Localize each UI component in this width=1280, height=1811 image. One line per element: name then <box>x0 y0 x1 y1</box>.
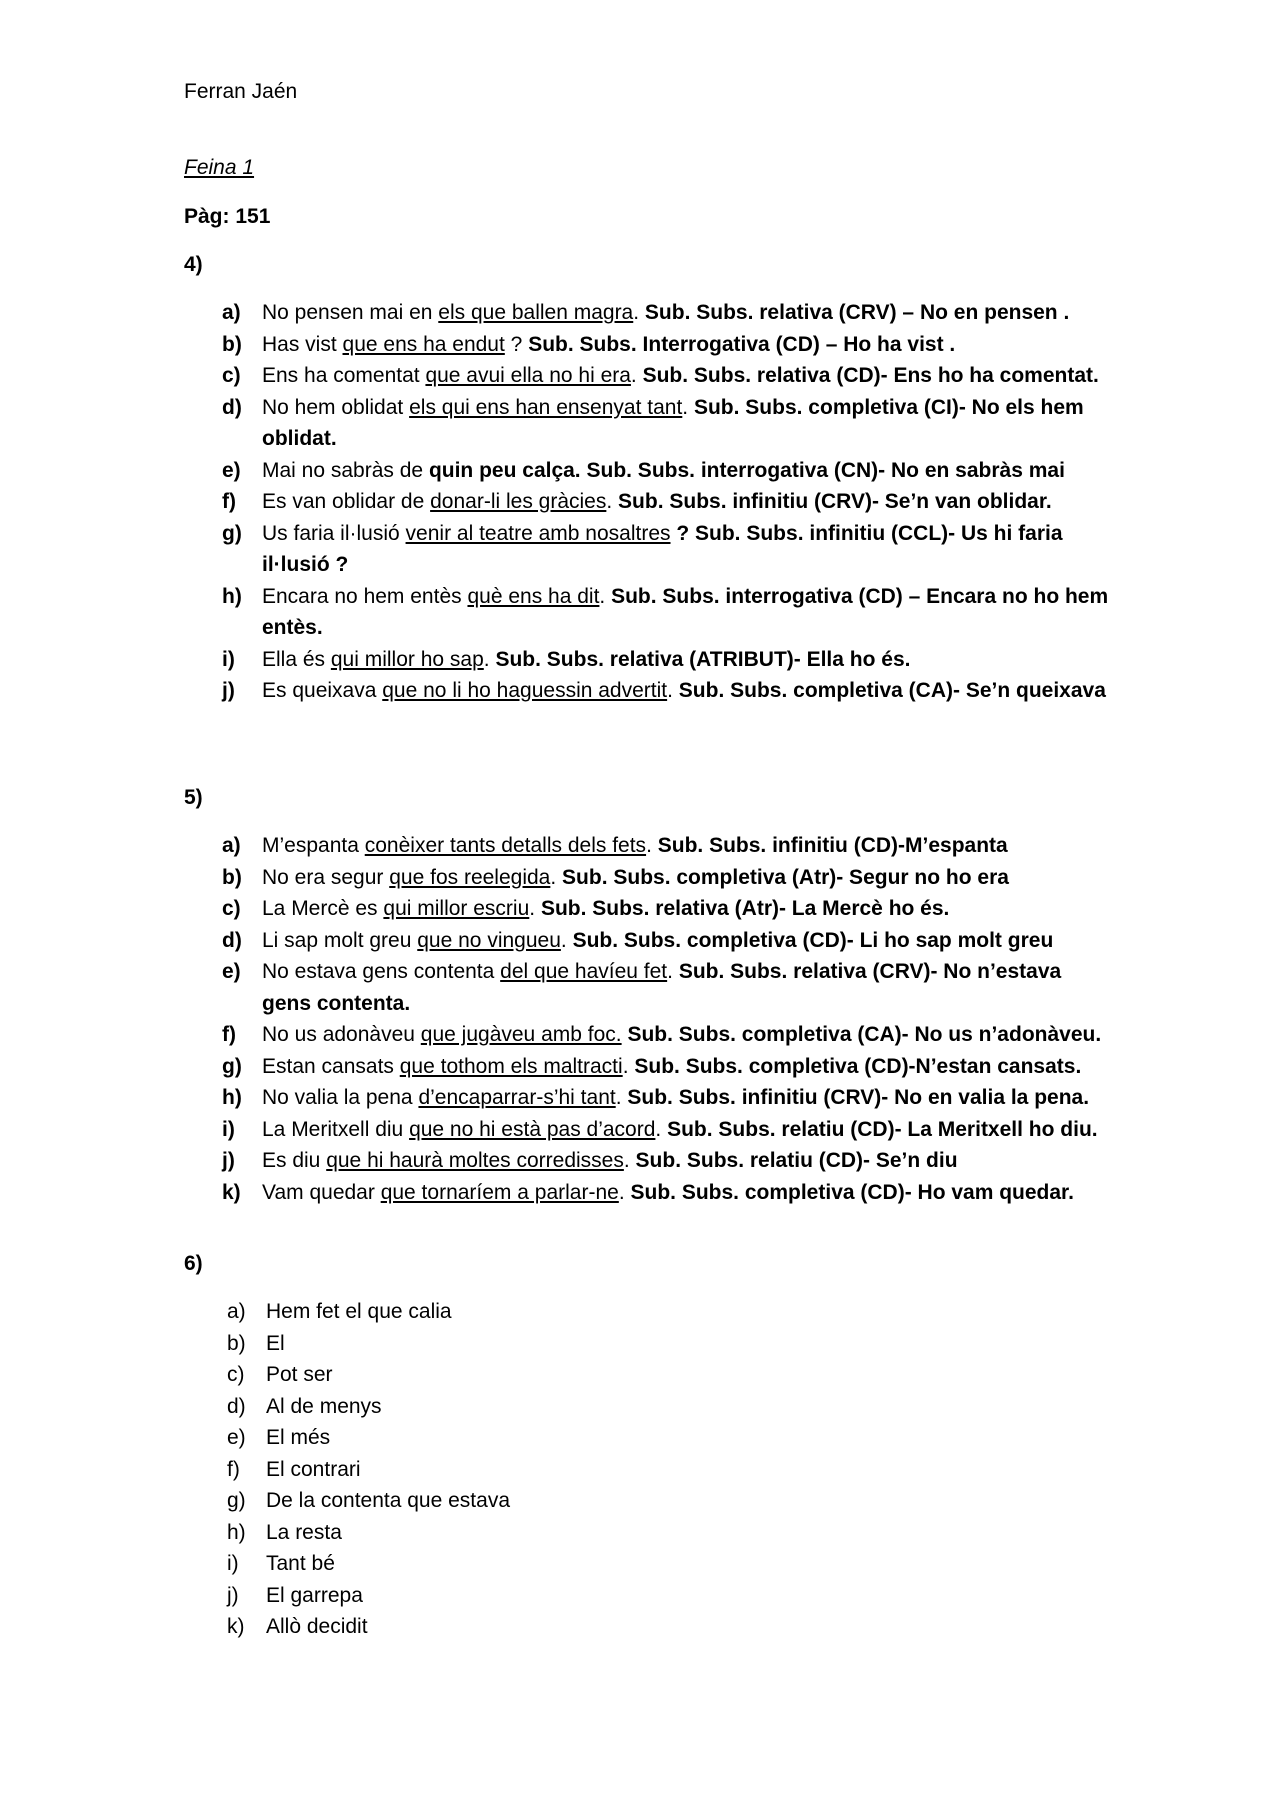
item-punctuation: . <box>667 679 679 702</box>
underlined-clause: que fos reelegida <box>389 865 551 889</box>
item-letter: i) <box>227 1552 239 1575</box>
analysis-text: Sub. Subs. relativa (CRV) – No en pensen . <box>644 301 1070 324</box>
item-letter: f) <box>222 1023 236 1046</box>
item-punctuation: . <box>529 897 541 920</box>
analysis-text: Sub. Subs. completiva (CI)- No els hem oblidat. <box>262 395 1084 450</box>
analysis-text: Sub. Subs. relativa (Atr)- La Mercè ho és. <box>540 897 950 920</box>
underlined-clause: donar-li les gràcies <box>430 490 607 513</box>
item-letter: k) <box>222 1180 241 1204</box>
item-punctuation: . <box>655 1117 668 1141</box>
list-item <box>0 1296 1114 1328</box>
list-item <box>0 1611 1114 1643</box>
item-letter: e) <box>227 1426 246 1449</box>
list-item <box>0 1454 1114 1486</box>
item-text: M’espanta <box>262 834 365 857</box>
analysis-text: Sub. Subs. infinitiu (CRV)- No en valia la pena. <box>627 1086 1090 1109</box>
analysis-text: Sub. Subs. relatiu (CD)- La Meritxell ho diu. <box>667 1117 1098 1141</box>
item-text: La Mercè es <box>262 897 384 920</box>
list-item <box>0 1145 1110 1177</box>
item-text: Encara no hem entès <box>262 584 468 608</box>
item-letter: a) <box>222 834 241 857</box>
item-punctuation: ? <box>504 332 529 356</box>
analysis-text: Sub. Subs. completiva (CD)-N’estan cansats. <box>634 1054 1082 1078</box>
item-letter: e) <box>222 960 241 983</box>
item-text: Al de menys <box>266 1394 382 1418</box>
list-item <box>0 329 1110 361</box>
list-item <box>0 455 1110 487</box>
underlined-clause: d’encaparrar-s’hi tant <box>418 1086 616 1109</box>
item-letter: g) <box>222 1054 242 1078</box>
item-text: Pot ser <box>266 1363 333 1386</box>
item-punctuation: . <box>633 301 645 324</box>
underlined-clause: conèixer tants detalls dels fets <box>364 834 647 857</box>
list-item <box>0 1359 1114 1391</box>
underlined-clause: qui millor escriu <box>383 897 530 920</box>
item-punctuation: . <box>599 584 612 608</box>
underlined-clause: venir al teatre amb nosaltres <box>405 521 671 545</box>
underlined-clause: que no vingueu <box>417 928 561 952</box>
item-letter: d) <box>227 1394 246 1418</box>
author-name: Ferran Jaén <box>184 80 298 103</box>
underlined-clause: del que havíeu fet <box>500 960 668 983</box>
list-item <box>0 1391 1114 1423</box>
exercise-6-list <box>0 1296 1114 1643</box>
item-punctuation: . <box>622 1054 635 1078</box>
list-item <box>0 486 1110 518</box>
item-text: Es diu <box>262 1149 327 1172</box>
list-item <box>0 1019 1110 1051</box>
item-text: Us faria il·lusió <box>262 521 406 545</box>
item-letter: f) <box>227 1457 240 1481</box>
list-item <box>0 1177 1110 1209</box>
list-item <box>0 297 1110 329</box>
analysis-text: Sub. Subs. infinitiu (CD)-M’espanta <box>657 834 1008 857</box>
item-text: Tant bé <box>266 1552 335 1575</box>
list-item <box>0 1485 1114 1517</box>
analysis-text: Sub. Subs. completiva (Atr)- Segur no ho era <box>562 865 1009 889</box>
underlined-clause: que tothom els maltracti <box>399 1054 623 1078</box>
item-punctuation: . <box>550 865 563 889</box>
page-reference: Pàg: 151 <box>184 205 271 228</box>
item-punctuation: . <box>646 834 658 857</box>
item-punctuation: . <box>623 1149 636 1172</box>
item-letter: j) <box>227 1583 239 1607</box>
item-letter: e) <box>222 458 241 482</box>
underlined-clause: els qui ens han ensenyat tant <box>409 395 683 419</box>
list-item <box>0 862 1110 894</box>
analysis-text: quin peu calça. Sub. Subs. interrogativa (CN)- No en sabràs mai <box>428 458 1065 482</box>
item-text: No era segur <box>262 865 390 889</box>
exercise-4-label: 4) <box>184 253 203 276</box>
item-text: No valia la pena <box>262 1086 419 1109</box>
item-text: Mai no sabràs de <box>262 458 429 482</box>
list-item <box>0 581 1110 644</box>
exercise-5-label: 5) <box>184 786 203 809</box>
item-text: Hem fet el que calia <box>266 1300 452 1323</box>
analysis-text: Sub. Subs. interrogativa (CD) – Encara no ho hem entès. <box>262 584 1109 639</box>
item-letter: i) <box>222 647 235 671</box>
item-text: El contrari <box>266 1457 361 1481</box>
list-item <box>0 1082 1110 1114</box>
item-letter: j) <box>222 1149 235 1172</box>
item-letter: h) <box>222 1086 242 1109</box>
underlined-clause: que no li ho haguessin advertit <box>382 679 668 702</box>
item-letter: a) <box>222 301 241 324</box>
item-text: De la contenta que estava <box>266 1489 511 1512</box>
list-item <box>0 1422 1114 1454</box>
analysis-text: Sub. Subs. Interrogativa (CD) – Ho ha vist . <box>528 332 956 356</box>
list-item <box>0 925 1110 957</box>
list-item <box>0 1517 1114 1549</box>
list-item <box>0 893 1110 925</box>
list-item <box>0 1114 1110 1146</box>
item-letter: c) <box>222 364 241 387</box>
item-letter: g) <box>227 1489 246 1512</box>
underlined-clause: què ens ha dit <box>467 584 600 608</box>
item-letter: b) <box>222 865 242 889</box>
analysis-text: Sub. Subs. infinitiu (CRV)- Se’n van oblidar. <box>618 490 1052 513</box>
underlined-clause: que hi haurà moltes corredisses <box>326 1149 624 1172</box>
item-letter: h) <box>227 1520 246 1544</box>
exercise-6-label: 6) <box>184 1252 203 1275</box>
item-text: La Meritxell diu <box>262 1117 410 1141</box>
item-punctuation: . <box>667 960 679 983</box>
list-item <box>0 360 1110 392</box>
item-punctuation: . <box>606 490 619 513</box>
analysis-text: Sub. Subs. completiva (CA)- Se’n queixava <box>678 679 1106 702</box>
list-item <box>0 1580 1114 1612</box>
list-item <box>0 392 1110 455</box>
item-text: Ens ha comentat <box>262 364 426 387</box>
item-punctuation: . <box>618 1180 631 1204</box>
list-item <box>0 518 1110 581</box>
item-punctuation: . <box>615 1086 628 1109</box>
item-letter: b) <box>222 332 242 356</box>
item-letter: d) <box>222 395 242 419</box>
analysis-text: ? Sub. Subs. infinitiu (CCL)- Us hi faria il·lusió ? <box>262 521 1063 576</box>
list-item <box>0 830 1110 862</box>
underlined-clause: que no hi està pas d’acord <box>409 1117 656 1141</box>
item-letter: h) <box>222 584 242 608</box>
analysis-text: Sub. Subs. relatiu (CD)- Se’n diu <box>635 1149 958 1172</box>
item-text: No estava gens contenta <box>262 960 501 983</box>
list-item <box>0 1328 1114 1360</box>
item-text: El <box>266 1331 285 1355</box>
item-text: Li sap molt greu <box>262 928 418 952</box>
analysis-text: Sub. Subs. completiva (CD)- Li ho sap molt greu <box>572 928 1054 952</box>
item-letter: g) <box>222 521 242 545</box>
item-text: Es van oblidar de <box>262 490 431 513</box>
item-punctuation: . <box>560 928 573 952</box>
list-item <box>0 956 1110 1019</box>
underlined-clause: que ens ha endut <box>342 332 505 356</box>
item-text: Has vist <box>262 332 343 356</box>
analysis-text: Sub. Subs. completiva (CA)- No us n’adonàveu. <box>627 1023 1102 1046</box>
analysis-text: Sub. Subs. relativa (CRV)- No n’estava gens contenta. <box>262 960 1062 1015</box>
item-letter: f) <box>222 490 236 513</box>
assignment-title: Feina 1 <box>184 156 255 179</box>
item-letter: i) <box>222 1117 235 1141</box>
item-punctuation: . <box>483 647 496 671</box>
item-text: Ella és <box>262 647 331 671</box>
item-text: El més <box>266 1426 331 1449</box>
item-letter: d) <box>222 928 242 952</box>
exercise-5-list <box>0 830 1110 1208</box>
item-letter: b) <box>227 1331 246 1355</box>
item-text: La resta <box>266 1520 342 1544</box>
list-item <box>0 644 1110 676</box>
item-text: Es queixava <box>262 679 383 702</box>
item-text: No hem oblidat <box>262 395 410 419</box>
underlined-clause: que tornaríem a parlar-ne <box>380 1180 619 1204</box>
list-item <box>0 675 1110 707</box>
item-letter: a) <box>227 1300 246 1323</box>
analysis-text: Sub. Subs. relativa (ATRIBUT)- Ella ho és. <box>495 647 911 671</box>
item-text: No pensen mai en <box>262 301 439 324</box>
analysis-text: Sub. Subs. relativa (CD)- Ens ho ha comentat. <box>642 364 1099 387</box>
analysis-text: Sub. Subs. completiva (CD)- Ho vam quedar. <box>630 1180 1074 1204</box>
item-letter: c) <box>222 897 241 920</box>
underlined-clause: que jugàveu amb foc. <box>420 1023 622 1046</box>
item-letter: j) <box>222 679 235 702</box>
underlined-clause: qui millor ho sap <box>330 647 484 671</box>
item-text: Vam quedar <box>262 1180 381 1204</box>
item-text: No us adonàveu <box>262 1023 421 1046</box>
list-item <box>0 1051 1110 1083</box>
item-text: El garrepa <box>266 1583 363 1607</box>
item-punctuation: . <box>630 364 643 387</box>
underlined-clause: els que ballen magra <box>438 301 634 324</box>
item-letter: k) <box>227 1615 245 1638</box>
item-text: Allò decidit <box>266 1615 368 1638</box>
item-letter: c) <box>227 1363 245 1386</box>
exercise-4-list <box>0 297 1110 707</box>
item-punctuation: . <box>682 395 694 419</box>
item-text: Estan cansats <box>262 1054 400 1078</box>
underlined-clause: que avui ella no hi era <box>425 364 631 387</box>
list-item <box>0 1548 1114 1580</box>
